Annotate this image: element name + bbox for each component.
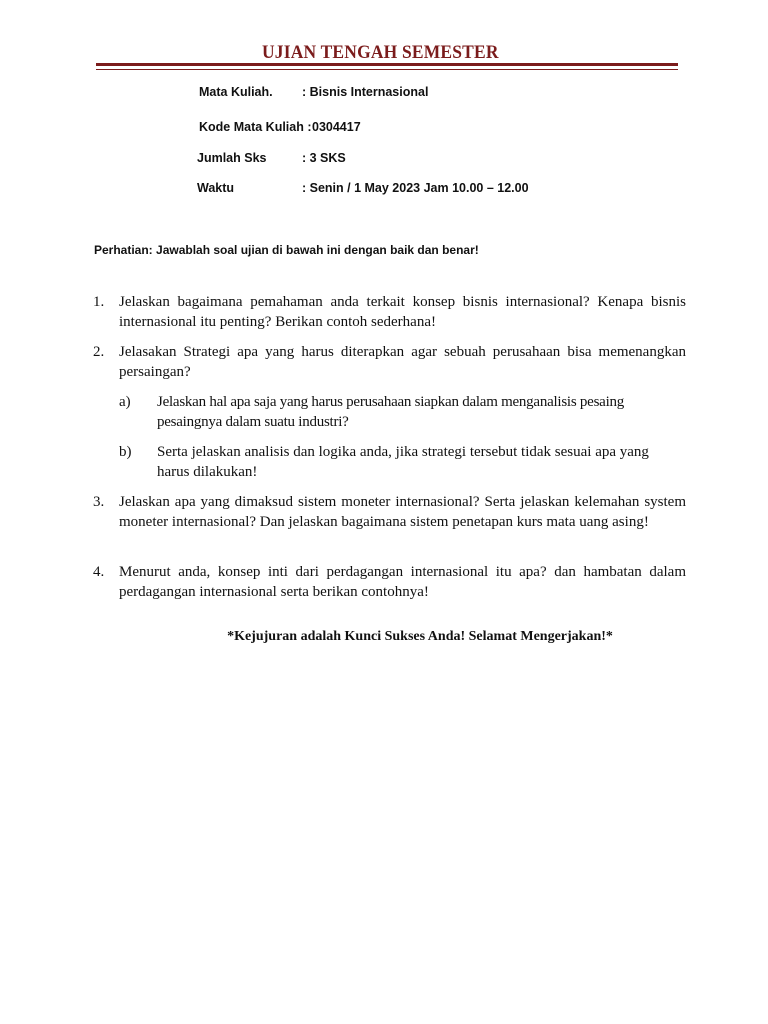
mata-kuliah-label: Mata Kuliah. (199, 85, 273, 99)
sks-label: Jumlah Sks (197, 151, 267, 165)
question-text: Jelasakan Strategi apa yang harus diterapkan agar sebuah perusahaan bisa memenangkan persaingan? (119, 344, 686, 380)
question-number: 1. (93, 294, 105, 310)
waktu-label: Waktu (197, 181, 235, 195)
exam-title: UJIAN TENGAH SEMESTER (262, 42, 499, 63)
subquestion-letter: a) (119, 394, 131, 410)
waktu-value: : Senin / 1 May 2023 Jam 10.00 – 12.00 (302, 181, 529, 195)
title-underline-thin (96, 69, 678, 70)
question-1 (93, 292, 686, 334)
question-text: Jelaskan bagaimana pemahaman anda terkait konsep bisnis internasional? Kenapa bisnis internasional itu penting? Berikan contoh sederhana! (119, 294, 686, 330)
question-4 (93, 562, 686, 604)
title-underline-thick (96, 63, 678, 66)
question-number: 3. (93, 494, 105, 510)
question-2 (93, 342, 686, 384)
question-2a (119, 392, 686, 434)
question-number: 4. (93, 564, 105, 580)
kode-value: 0304417 (312, 120, 361, 134)
subquestion-letter: b) (119, 444, 132, 460)
subquestion-text: Jelaskan hal apa saja yang harus perusahaan siapkan dalam menganalisis pesaing pesaingnya dalam suatu industri? (157, 394, 624, 430)
question-2b (119, 442, 686, 484)
subquestion-text: Serta jelaskan analisis dan logika anda, jika strategi tersebut tidak sesuai apa yang harus dilakukan! (157, 444, 649, 480)
kode-label: Kode Mata Kuliah : (199, 120, 312, 134)
question-text: Menurut anda, konsep inti dari perdagangan internasional itu apa? dan hambatan dalam perdagangan internasional serta berikan contohnya! (119, 564, 686, 600)
sks-value: : 3 SKS (302, 151, 346, 165)
exam-instructions: Perhatian: Jawablah soal ujian di bawah ini dengan baik dan benar! (94, 243, 479, 257)
closing-message: *Kejujuran adalah Kunci Sukses Anda! Selamat Mengerjakan!* (227, 629, 613, 644)
question-number: 2. (93, 344, 105, 360)
question-text: Jelaskan apa yang dimaksud sistem moneter internasional? Serta jelaskan kelemahan system moneter internasional? Dan jelaskan bagaimana sistem penetapan kurs mata uang asing! (119, 494, 686, 530)
question-3 (93, 492, 686, 554)
mata-kuliah-value: : Bisnis Internasional (302, 85, 429, 99)
